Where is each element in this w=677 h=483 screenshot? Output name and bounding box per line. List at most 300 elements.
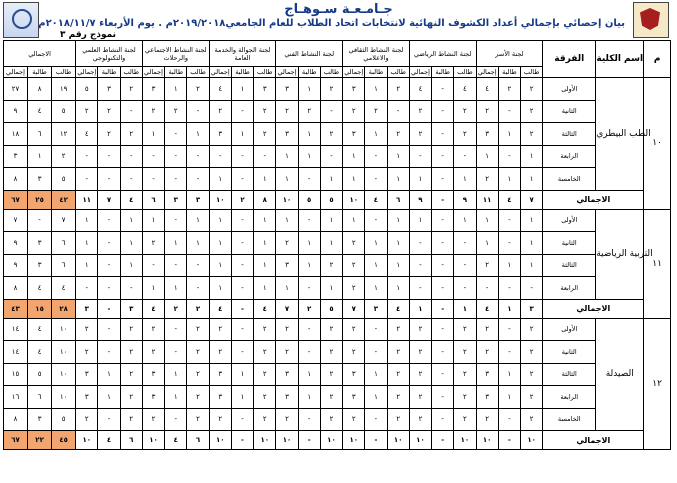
year-cell: الرابعة — [543, 386, 596, 409]
data-cell: ١٤ — [4, 318, 28, 341]
sub-header: إجمالي — [4, 67, 28, 78]
total-label: الاجمالي — [543, 299, 644, 318]
data-cell: ٢ — [209, 100, 231, 123]
data-cell: ١ — [387, 232, 409, 255]
data-cell: ٢ — [476, 318, 498, 341]
data-cell: ١ — [409, 168, 431, 191]
total-cell: - — [432, 190, 454, 209]
data-cell: ٣ — [76, 363, 98, 386]
total-cell: ٢٥ — [28, 190, 52, 209]
total-cell: ٣ — [76, 299, 98, 318]
data-cell: - — [454, 277, 476, 300]
data-cell: ١ — [120, 209, 142, 232]
data-cell: - — [120, 277, 142, 300]
sub-header: طالب — [254, 67, 276, 78]
total-row — [4, 190, 671, 209]
data-cell: - — [432, 168, 454, 191]
sub-header: إجمالي — [144, 68, 163, 76]
data-cell: ٣ — [343, 123, 365, 146]
faculty-header: اسم الكلية — [596, 41, 644, 78]
table-row — [4, 100, 671, 123]
number-cell: ١٠ — [644, 78, 671, 210]
data-cell: ١ — [165, 78, 187, 101]
data-cell: ٢ — [476, 341, 498, 364]
data-cell: - — [231, 168, 253, 191]
data-cell: - — [298, 341, 320, 364]
table-row — [4, 168, 671, 191]
data-cell: ٣ — [276, 254, 298, 277]
total-cell: ١٠ — [320, 431, 342, 450]
data-cell: ٢ — [254, 123, 276, 146]
data-cell: ٢ — [454, 408, 476, 431]
data-cell: - — [298, 168, 320, 191]
total-cell: ٤٥ — [52, 431, 76, 450]
data-cell: - — [498, 100, 520, 123]
data-cell: - — [498, 145, 520, 168]
total-cell: ٧ — [343, 299, 365, 318]
data-cell: - — [409, 145, 431, 168]
data-cell: - — [454, 145, 476, 168]
data-cell: ٣ — [476, 386, 498, 409]
number-cell: ١١ — [644, 209, 671, 318]
total-cell: ٣ — [120, 299, 142, 318]
data-cell: - — [432, 277, 454, 300]
data-cell: ٢ — [142, 318, 164, 341]
total-cell: ١٠ — [76, 431, 98, 450]
committee-header: لجنة النشاط الاجتماعي والرحلات — [142, 41, 209, 67]
data-cell: ٢ — [387, 386, 409, 409]
data-cell: - — [76, 277, 98, 300]
data-cell: - — [231, 277, 253, 300]
data-cell: ١ — [254, 232, 276, 255]
data-cell: ٢ — [476, 168, 498, 191]
data-cell: ١ — [142, 209, 164, 232]
data-cell: - — [98, 168, 120, 191]
data-cell: ٨ — [28, 78, 52, 101]
data-cell: ١ — [498, 254, 520, 277]
data-cell: ٧ — [52, 209, 76, 232]
data-cell: - — [231, 408, 253, 431]
total-cell: ١ — [409, 299, 431, 318]
total-cell: ١٠ — [276, 431, 298, 450]
data-cell: ٢ — [521, 100, 543, 123]
total-cell: ١٠ — [142, 431, 164, 450]
total-cell: ٤ — [142, 299, 164, 318]
data-cell: ٣ — [142, 363, 164, 386]
year-cell: الثانية — [543, 341, 596, 364]
table-row — [4, 232, 671, 255]
data-cell: ٢ — [409, 386, 431, 409]
data-cell: - — [98, 254, 120, 277]
data-cell: - — [165, 145, 187, 168]
total-cell: ٤٣ — [4, 299, 28, 318]
data-cell: ٢ — [120, 123, 142, 146]
data-cell: - — [409, 254, 431, 277]
table-row — [4, 277, 671, 300]
sub-header: طالب — [52, 67, 76, 78]
data-cell: ١٠ — [52, 318, 76, 341]
data-cell: ٩ — [4, 254, 28, 277]
data-cell: ٩ — [4, 232, 28, 255]
data-cell: - — [98, 318, 120, 341]
report-subtitle: بيان إحصائي بإجمالي أعداد الكشوف النهائية لانتخابات اتحاد الطلاب للعام الجامعي٢٠١٩/٢٠١٨م . يوم الأربعاء ٢٠١٨/١١/٧م — [38, 18, 625, 29]
data-cell: ٢ — [343, 318, 365, 341]
sub-header: إجمالي — [77, 68, 97, 76]
data-cell: ٤ — [28, 100, 52, 123]
number-header: م — [644, 41, 671, 78]
data-cell: ٥ — [52, 168, 76, 191]
data-cell: ١ — [365, 78, 387, 101]
data-cell: ٢ — [76, 408, 98, 431]
data-cell: ٣ — [209, 363, 231, 386]
data-cell: ٥ — [28, 363, 52, 386]
faculty-cell: الصيدلة — [596, 318, 644, 431]
data-cell: ٣ — [28, 168, 52, 191]
data-cell: ٢ — [409, 408, 431, 431]
data-cell: ١ — [343, 145, 365, 168]
sub-header: طالبة — [231, 67, 253, 78]
data-cell: ١ — [231, 123, 253, 146]
data-cell: ١ — [365, 254, 387, 277]
data-cell: ٢ — [298, 100, 320, 123]
data-cell: ٢ — [320, 408, 342, 431]
data-cell: - — [254, 145, 276, 168]
total-cell: ١ — [454, 299, 476, 318]
data-cell: - — [231, 100, 253, 123]
total-cell: ١١ — [76, 190, 98, 209]
data-cell: - — [365, 209, 387, 232]
data-cell: ١ — [254, 168, 276, 191]
data-cell: ١ — [387, 254, 409, 277]
total-cell: ١١ — [476, 190, 498, 209]
data-cell: ٤ — [76, 123, 98, 146]
data-cell: ٢ — [387, 123, 409, 146]
total-cell: ٩ — [409, 190, 431, 209]
sub-header: إجمالي — [344, 68, 364, 76]
total-cell: - — [432, 299, 454, 318]
data-cell: ١٩ — [52, 78, 76, 101]
data-cell: ٢ — [276, 232, 298, 255]
data-cell: ٢ — [254, 100, 276, 123]
data-cell: - — [165, 408, 187, 431]
data-cell: - — [432, 318, 454, 341]
data-cell: ٢ — [98, 100, 120, 123]
data-cell: - — [454, 254, 476, 277]
data-cell: ١ — [521, 209, 543, 232]
data-cell: ١ — [231, 363, 253, 386]
data-cell: ٣ — [276, 78, 298, 101]
data-cell: ١ — [387, 168, 409, 191]
data-cell: ١ — [209, 254, 231, 277]
year-cell: الأولى — [543, 209, 596, 232]
total-row — [4, 431, 671, 450]
data-cell: - — [187, 277, 209, 300]
data-cell: ١٤ — [4, 341, 28, 364]
data-cell: ٣ — [28, 408, 52, 431]
committee-header: لجنة الأسر — [476, 41, 543, 67]
data-cell: ٢ — [521, 123, 543, 146]
data-cell: ٥ — [76, 78, 98, 101]
data-cell: - — [432, 123, 454, 146]
data-cell: - — [231, 341, 253, 364]
total-cell: ٥ — [320, 299, 342, 318]
data-cell: ١ — [165, 386, 187, 409]
table-row — [4, 341, 671, 364]
data-cell: - — [120, 145, 142, 168]
data-cell: ٢ — [187, 78, 209, 101]
data-cell: ٢ — [76, 341, 98, 364]
data-cell: ١٠ — [52, 363, 76, 386]
data-cell: ١ — [298, 363, 320, 386]
data-cell: ١ — [276, 209, 298, 232]
data-cell: ٢ — [320, 123, 342, 146]
data-cell: ٢ — [209, 408, 231, 431]
data-cell: ٢ — [209, 318, 231, 341]
data-cell: ٢ — [165, 100, 187, 123]
data-cell: - — [365, 145, 387, 168]
sub-header: طالب — [454, 67, 476, 78]
total-cell: ٤ — [120, 190, 142, 209]
data-cell: ٢ — [454, 318, 476, 341]
sub-header: إجمالي — [210, 68, 230, 76]
sub-header: طالبة — [165, 67, 187, 78]
data-cell: - — [187, 145, 209, 168]
data-cell: ١ — [476, 145, 498, 168]
data-cell: - — [454, 232, 476, 255]
data-cell: ٢ — [476, 100, 498, 123]
total-cell: ٥ — [320, 190, 342, 209]
data-cell: ١ — [76, 254, 98, 277]
data-cell: - — [298, 408, 320, 431]
data-cell: ١ — [498, 168, 520, 191]
data-cell: ٦ — [28, 123, 52, 146]
data-cell: ١ — [498, 363, 520, 386]
data-cell: ٢ — [120, 408, 142, 431]
data-cell: ١ — [187, 123, 209, 146]
data-cell: - — [432, 232, 454, 255]
data-cell: ٣ — [343, 78, 365, 101]
data-cell: ٢ — [187, 408, 209, 431]
data-cell: ٢ — [187, 318, 209, 341]
data-cell: - — [120, 100, 142, 123]
data-cell: ٢ — [476, 408, 498, 431]
data-cell: ٢ — [454, 386, 476, 409]
data-cell: ٢ — [521, 318, 543, 341]
total-cell: ١ — [498, 299, 520, 318]
data-cell: ١ — [409, 209, 431, 232]
data-cell: - — [432, 254, 454, 277]
statistics-table — [3, 40, 671, 450]
total-cell: ١٠ — [387, 431, 409, 450]
total-cell: ١٠ — [409, 431, 431, 450]
data-cell: ١ — [365, 386, 387, 409]
data-cell: ٤ — [28, 277, 52, 300]
sub-header: طالب — [120, 67, 142, 78]
total-cell: ٣ — [187, 190, 209, 209]
data-cell: - — [365, 168, 387, 191]
data-cell: - — [365, 408, 387, 431]
data-cell: ١ — [165, 232, 187, 255]
data-cell: ٢ — [254, 363, 276, 386]
data-cell: ٢ — [521, 363, 543, 386]
data-cell: ٢ — [387, 318, 409, 341]
data-cell: ١ — [521, 254, 543, 277]
sub-header: طالب — [320, 67, 342, 78]
data-cell: ٢ — [254, 408, 276, 431]
data-cell: - — [165, 209, 187, 232]
data-cell: ١ — [298, 254, 320, 277]
data-cell: ١ — [365, 363, 387, 386]
data-cell: - — [498, 408, 520, 431]
sub-header: إجمالي — [277, 68, 297, 76]
data-cell: - — [432, 341, 454, 364]
data-cell: ٢ — [76, 318, 98, 341]
data-cell: - — [498, 209, 520, 232]
data-cell: - — [120, 168, 142, 191]
data-cell: ٢ — [409, 318, 431, 341]
data-cell: ٨ — [4, 408, 28, 431]
data-cell: ٢ — [52, 145, 76, 168]
data-cell: - — [165, 123, 187, 146]
data-cell: ٥ — [52, 408, 76, 431]
data-cell: ٢ — [409, 123, 431, 146]
data-cell: ١ — [365, 232, 387, 255]
total-cell: ٥ — [298, 190, 320, 209]
data-cell: ٤ — [454, 78, 476, 101]
data-cell: ٢ — [320, 363, 342, 386]
data-cell: - — [231, 232, 253, 255]
year-cell: الأولى — [543, 78, 596, 101]
total-cell: ٧ — [98, 190, 120, 209]
data-cell: ٤ — [28, 318, 52, 341]
data-cell: ٢ — [454, 363, 476, 386]
total-cell: ٦ — [387, 190, 409, 209]
data-cell: - — [98, 408, 120, 431]
data-cell: ١ — [142, 123, 164, 146]
data-cell: - — [231, 145, 253, 168]
data-cell: ٣ — [142, 386, 164, 409]
data-cell: ٢ — [276, 100, 298, 123]
total-row — [4, 299, 671, 318]
data-cell: ١ — [231, 78, 253, 101]
data-cell: ٢ — [454, 341, 476, 364]
total-label: الاجمالي — [543, 190, 644, 209]
data-cell: ٢ — [521, 341, 543, 364]
data-cell: ٢ — [521, 408, 543, 431]
data-cell: ١٠ — [52, 341, 76, 364]
data-cell: ١ — [187, 209, 209, 232]
data-cell: - — [209, 145, 231, 168]
data-cell: ٣ — [343, 386, 365, 409]
data-cell: ١ — [298, 123, 320, 146]
total-cell: ٤ — [98, 431, 120, 450]
total-cell: ٣ — [165, 190, 187, 209]
total-cell: ٦ — [120, 431, 142, 450]
data-cell: ٩ — [4, 100, 28, 123]
year-cell: الثالثة — [543, 123, 596, 146]
data-cell: ٣ — [142, 78, 164, 101]
data-cell: - — [320, 100, 342, 123]
data-cell: ٢ — [476, 254, 498, 277]
total-cell: ١٠ — [454, 431, 476, 450]
total-cell: - — [231, 299, 253, 318]
data-cell: - — [476, 277, 498, 300]
data-cell: ٢ — [276, 408, 298, 431]
data-cell: ١ — [231, 386, 253, 409]
data-cell: - — [231, 318, 253, 341]
total-cell: - — [298, 431, 320, 450]
data-cell: ٣ — [28, 254, 52, 277]
data-cell: - — [298, 277, 320, 300]
data-cell: ٢ — [209, 341, 231, 364]
data-cell: - — [142, 145, 164, 168]
data-cell: ٦ — [52, 254, 76, 277]
data-cell: ١ — [365, 277, 387, 300]
data-cell: ٢٧ — [4, 78, 28, 101]
sub-header: إجمالي — [410, 68, 430, 76]
table-row — [4, 254, 671, 277]
total-cell: ٦ — [187, 431, 209, 450]
year-cell: الخامسة — [543, 408, 596, 431]
data-cell: ٦ — [52, 232, 76, 255]
total-cell: ٤ — [476, 299, 498, 318]
data-cell: ٢ — [120, 318, 142, 341]
total-cell: ١٥ — [28, 299, 52, 318]
total-cell: - — [432, 431, 454, 450]
form-number-label: نموذج رقم ٣ — [60, 30, 117, 40]
data-cell: ٢ — [142, 232, 164, 255]
year-cell: الأولى — [543, 318, 596, 341]
data-cell: ٥ — [52, 100, 76, 123]
sub-header: طالبة — [298, 67, 320, 78]
year-cell: الثانية — [543, 232, 596, 255]
data-cell: ١ — [276, 168, 298, 191]
data-cell: ٢ — [521, 386, 543, 409]
data-cell: ١ — [476, 232, 498, 255]
data-cell: ٣ — [476, 123, 498, 146]
data-cell: - — [142, 254, 164, 277]
data-cell: ١ — [387, 209, 409, 232]
year-cell: الثانية — [543, 100, 596, 123]
total-cell: ٤ — [498, 190, 520, 209]
data-cell: - — [432, 408, 454, 431]
data-cell: ١ — [209, 277, 231, 300]
data-cell: ٢ — [387, 363, 409, 386]
data-cell: - — [387, 100, 409, 123]
total-cell: ٣ — [521, 299, 543, 318]
data-cell: - — [187, 168, 209, 191]
data-cell: ١٨ — [4, 123, 28, 146]
data-cell: - — [432, 100, 454, 123]
total-cell: - — [98, 299, 120, 318]
data-cell: - — [165, 254, 187, 277]
year-cell: الرابعة — [543, 145, 596, 168]
total-label: الاجمالي — [543, 431, 644, 450]
total-cell: ١٠ — [254, 431, 276, 450]
data-cell: ١ — [298, 232, 320, 255]
data-cell: ١ — [98, 363, 120, 386]
data-cell: - — [432, 78, 454, 101]
data-cell: ١ — [165, 277, 187, 300]
data-cell: ١ — [498, 123, 520, 146]
data-cell: ٢ — [343, 100, 365, 123]
data-cell: - — [432, 145, 454, 168]
data-cell: - — [409, 232, 431, 255]
data-cell: ١ — [343, 168, 365, 191]
data-cell: ٢ — [120, 386, 142, 409]
total-cell: ١٠ — [521, 431, 543, 450]
data-cell: - — [231, 254, 253, 277]
